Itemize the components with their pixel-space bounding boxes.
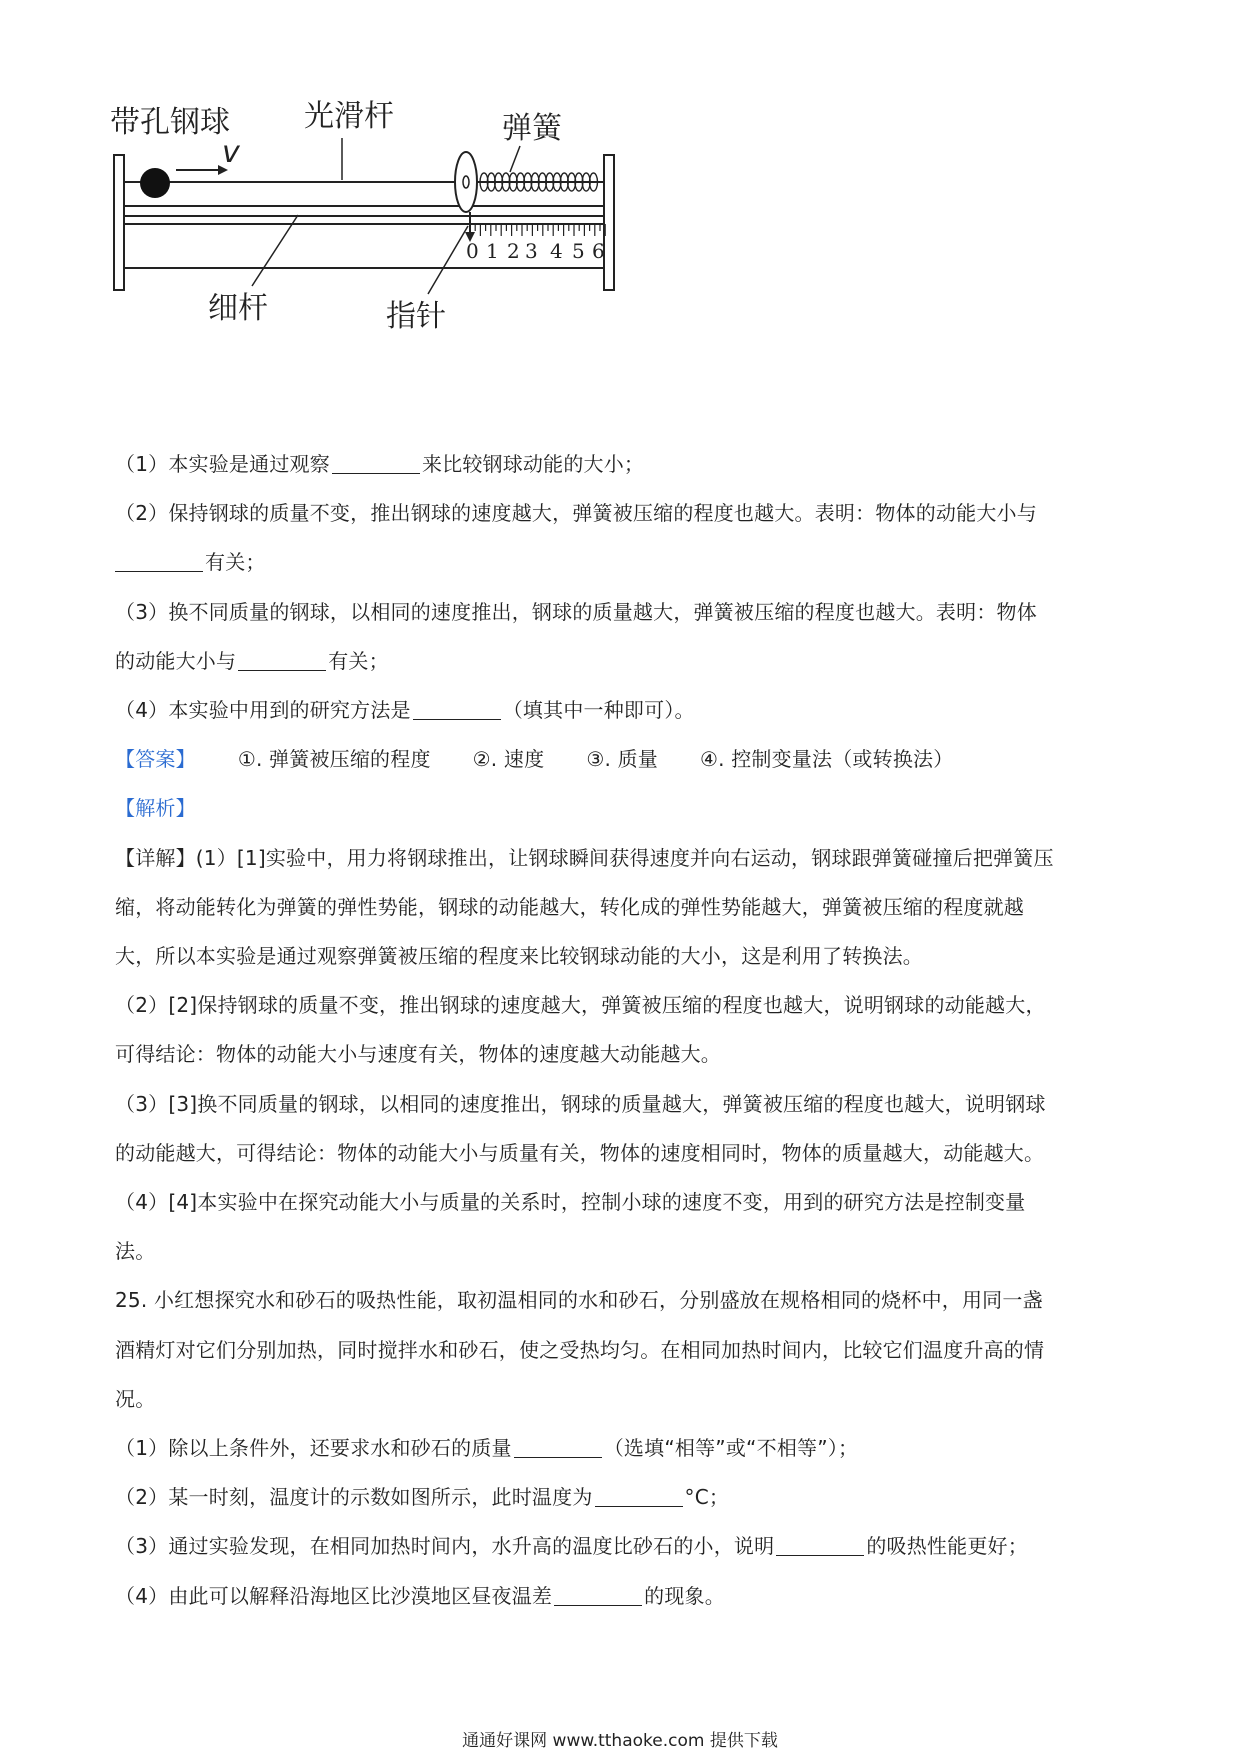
- spring-label: 弹簧: [502, 111, 562, 146]
- q24-part3-line1: （3）换不同质量的钢球，以相同的速度推出，钢球的质量越大，弹簧被压缩的程度也越大。表明：物体: [115, 599, 1037, 624]
- analysis-line-1: 【详解】(1）[1]实验中，用力将钢球推出，让钢球瞬间获得速度并向右运动，钢球跟弹簧碰撞后把弹簧压: [115, 845, 1054, 870]
- text-content: [115, 440, 1125, 1621]
- pointer-leader-line: [428, 226, 468, 294]
- answer-blank: [554, 1585, 642, 1606]
- analysis-line-3: 大，所以本实验是通过观察弹簧被压缩的程度来比较钢球动能的大小，这是利用了转换法。: [115, 944, 923, 969]
- thin-rod-label: 细杆: [208, 291, 268, 326]
- answer-item-1: ①. 弹簧被压缩的程度: [237, 747, 431, 772]
- analysis-tag: 【解析】: [115, 796, 196, 821]
- scale-label-4: 4: [550, 239, 563, 263]
- velocity-label: v: [222, 135, 240, 170]
- q25-part3: （3）通过实验发现，在相同加热时间内，水升高的温度比砂石的小，说明 的吸热性能更好；: [115, 1534, 1028, 1559]
- q25-part2: （2）某一时刻，温度计的示数如图所示，此时温度为 °C；: [115, 1485, 730, 1510]
- scale-label-1: 1: [486, 239, 499, 263]
- left-end-plate: [114, 155, 124, 290]
- scale-ticks: [470, 224, 605, 236]
- rod-label: 光滑杆: [304, 100, 394, 134]
- analysis-line-8: （4）[4]本实验中在探究动能大小与质量的关系时，控制小球的速度不变，用到的研究方法是控制变量: [115, 1190, 1026, 1215]
- answer-item-3: ③. 质量: [586, 747, 658, 772]
- q24-part2-line2: 有关；: [115, 538, 1125, 587]
- ball-label: 带孔钢球: [110, 105, 230, 140]
- q25-stem-line-3: 况。: [115, 1386, 156, 1411]
- analysis-line-5: 可得结论：物体的动能大小与速度有关，物体的速度越大动能越大。: [115, 1042, 721, 1067]
- q24-part3-line2: 的动能大小与 有关；: [115, 648, 389, 673]
- q24-part2-line1: （2）保持钢球的质量不变，推出钢球的速度越大，弹簧被压缩的程度也越大。表明：物体的动能大小与: [115, 501, 1037, 526]
- q25-stem-line-2: 酒精灯对它们分别加热，同时搅拌水和砂石，使之受热均匀。在相同加热时间内，比较它们温度升高的情: [115, 1337, 1045, 1362]
- answer-item-2: ②. 速度: [472, 747, 545, 772]
- scale-label-6: 6: [592, 239, 605, 263]
- page-footer: 通通好课网 www.tthaoke.com 提供下载: [462, 1731, 778, 1751]
- answer-blank: [238, 650, 326, 671]
- pointer-label: 指针: [386, 299, 446, 334]
- analysis-line-6: （3）[3]换不同质量的钢球，以相同的速度推出，钢球的质量越大，弹簧被压缩的程度也越大，说明钢球: [115, 1091, 1046, 1116]
- analysis-tag-line: [115, 784, 1125, 833]
- q25-part1: （1）除以上条件外，还要求水和砂石的质量 （选填“相等”或“不相等”）；: [115, 1436, 859, 1461]
- scale-label-5: 5: [572, 239, 585, 263]
- answer-blank: [776, 1535, 864, 1556]
- analysis-line-4: （2）[2]保持钢球的质量不变，推出钢球的速度越大，弹簧被压缩的程度也越大，说明钢球的动能越大，: [115, 993, 1046, 1018]
- scale-label-3: 3: [525, 239, 538, 263]
- steel-ball: [140, 168, 170, 198]
- spring-leader-line: [510, 146, 520, 172]
- analysis-line-9: 法。: [115, 1239, 156, 1264]
- thin-rod-leader-line: [252, 215, 298, 286]
- spring-apparatus-figure: [110, 100, 710, 390]
- answer-blank: [413, 699, 501, 720]
- answer-blank: [115, 551, 203, 572]
- analysis-line-2: 缩，将动能转化为弹簧的弹性势能，钢球的动能越大，转化成的弹性势能越大，弹簧被压缩的程度就越: [115, 894, 1024, 919]
- q25-stem-line-1: 25. 小红想探究水和砂石的吸热性能，取初温相同的水和砂石，分别盛放在规格相同的烧杯中，用同一盏: [115, 1288, 1043, 1313]
- answer-blank: [332, 453, 420, 474]
- q25-part4: （4）由此可以解释沿海地区比沙漠地区昼夜温差 的现象。: [115, 1583, 725, 1608]
- right-end-plate: [604, 155, 614, 290]
- analysis-line-7: 的动能越大，可得结论：物体的动能大小与质量有关，物体的速度相同时，物体的质量越大，动能越大。: [115, 1140, 1045, 1165]
- answer-blank: [514, 1437, 602, 1458]
- answer-item-4: ④. 控制变量法（或转换法）: [699, 747, 954, 772]
- scale-label-0: 0: [466, 239, 479, 263]
- q24-part1: （1）本实验是通过观察 来比较钢球动能的大小；: [115, 452, 645, 476]
- scale-label-2: 2: [507, 239, 520, 263]
- q24-part4: （4）本实验中用到的研究方法是 （填其中一种即可）。: [115, 698, 695, 723]
- answer-line: [115, 735, 1125, 784]
- answer-blank: [595, 1486, 683, 1507]
- answer-tag: 【答案】: [115, 747, 196, 772]
- experiment-diagram: [110, 100, 710, 390]
